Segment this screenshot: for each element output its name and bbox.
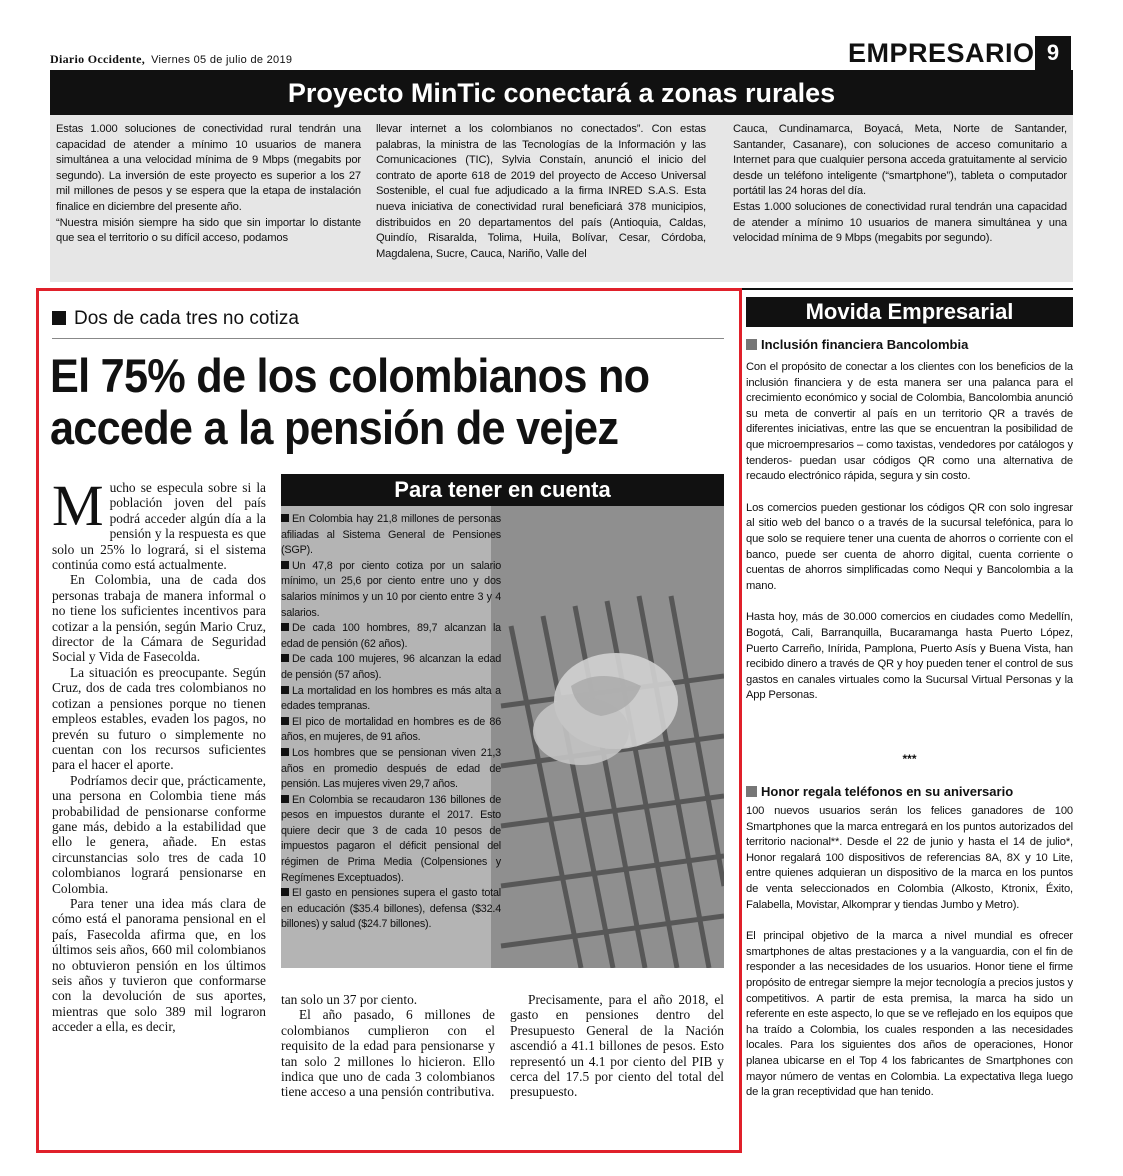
fact-item	[281, 621, 501, 652]
lead-paragraph	[52, 473, 266, 573]
factbox-list	[281, 512, 501, 933]
top-story-paragraph: Estas 1.000 soluciones de conectividad rural tendrán una capacidad de atender a mínimo 10 usuarios de manera simultánea a una velocidad mínima de 9 Mbps (megabits por segundo). La inversión de este proyecto es superior a los 27 mil millones de pesos y se espera que la etapa de instalación finalice en diciembre del presente año.	[56, 123, 361, 213]
article-col2	[281, 992, 495, 1100]
article-paragraph: tan solo un 37 por ciento.	[281, 992, 418, 1007]
movida-story1	[746, 360, 1073, 704]
square-bullet-icon	[281, 561, 289, 569]
top-story-paragraph: “Nuestra misión siempre ha sido que sin importar lo distante que sea el territorio o su difícil acceso, podamos	[56, 216, 361, 245]
top-story-paragraph: Cauca, Cundinamarca, Boyacá, Meta, Norte de Santander, Santander, Casanare), con soluciones de acceso comunitario a Internet para que cualquier persona acceda gratuitamente al servicio desde un teléfono inteligente (“smartphone”), tableta o computador portátil las 24 horas del día.	[733, 123, 1067, 198]
square-bullet-icon	[281, 623, 289, 631]
subhead-text: Inclusión financiera Bancolombia	[761, 337, 969, 352]
fact-text: De cada 100 hombres, 89,7 alcanzan la edad de pensión (62 años).	[281, 622, 501, 650]
fact-item	[281, 886, 501, 933]
fact-item	[281, 652, 501, 683]
top-story-col3	[733, 122, 1067, 247]
article-paragraph: Para tener una idea más clara de cómo está el panorama pensional en el país, Fasecolda afirma que, en los últimos seis años, 660 mil colombianos no obtuvieron pensión en los últimos seis años y tuvieron que conformarse con la devolución de sus aportes, mientras que solo 389 mil lograron acceder a ella, es decir,	[52, 895, 266, 1035]
fact-text: Un 47,8 por ciento cotiza por un salario mínimo, un 25,6 por ciento entre uno y dos salarios mínimos y un 10 por ciento entre 3 y 4 salarios.	[281, 559, 501, 619]
article-paragraph: El año pasado, 6 millones de colombianos cumplieron con el requisito de la edad para pensionarse y tan solo 2 millones lo hicieron. Ello indica que uno de cada 3 colombianos tiene acceso a una pensión contributiva.	[281, 1007, 495, 1100]
factbox-title: Para tener en cuenta	[281, 474, 724, 506]
square-bullet-icon	[746, 786, 757, 797]
square-bullet-icon	[281, 654, 289, 662]
square-bullet-icon	[281, 514, 289, 522]
article-col1	[52, 473, 266, 1035]
lead-text: ucho se especula sobre si la población joven del país podrá acceder algún día a la pensión y la respuesta es que solo un 25% lo logrará, si el sistema continúa como está actualmente.	[52, 480, 266, 573]
newspaper-name: Diario Occidente,	[50, 52, 146, 66]
top-story-col1	[56, 122, 361, 247]
separator: ***	[902, 752, 917, 766]
kicker	[52, 308, 299, 330]
article-col3	[510, 992, 724, 1100]
article-paragraph: Podríamos decir que, prácticamente, una persona en Colombia tiene más probabilidad de pensionarse conforme gane más, debido a la estabilidad que ello le genera, añade. En estas circunstancias solo tres de cada 10 colombianos logrará pensionarse en Colombia.	[52, 772, 266, 896]
fact-text: De cada 100 mujeres, 96 alcanzan la edad de pensión (57 años).	[281, 653, 501, 681]
kicker-rule	[52, 338, 724, 339]
movida-subhead	[746, 337, 1073, 352]
article-paragraph: En Colombia, una de cada dos personas trabaja de manera informal o no tiene los suficientes incentivos para cotizar a la pensión, según Mario Cruz, director de la Cámara de Seguridad Social y Vida de Fasecolda.	[52, 572, 266, 665]
kicker-text: Dos de cada tres no cotiza	[74, 308, 299, 329]
top-story-banner: Proyecto MinTic conectará a zonas rurales	[50, 73, 1073, 115]
fact-text: Los hombres que se pensionan viven 21,3 años en promedio después de edad de pensión. Las mujeres viven 29,7 años.	[281, 746, 501, 791]
square-bullet-icon	[281, 686, 289, 694]
movida-paragraph: Con el propósito de conectar a los clientes con los beneficios de la inclusión financiera y de esta manera ser una palanca para el crecimiento económico y social de Colombia, Bancolombia anunció su meta de convertir al país en un territorio QR a través de diferentes iniciativas, entre las que se encuentran la posibilidad de que microempresarios – como taxistas, vendedores por catálogos y tenderos- puedan usar códigos QR como una alternativa de recaudo electrónico rápida, segura y sin costo.	[746, 361, 1073, 483]
fact-text: El pico de mortalidad en hombres es de 86 años, en mujeres, de 91 años.	[281, 715, 501, 744]
fact-text: El gasto en pensiones supera el gasto total en educación ($35.4 billones), defensa ($32.4 billones) y salud ($24.7 billones).	[281, 887, 501, 931]
fact-text: La mortalidad en los hombres es más alta a edades tempranas.	[281, 684, 501, 713]
masthead	[50, 52, 292, 67]
movida-story2	[746, 804, 1073, 1101]
square-bullet-icon	[281, 888, 289, 896]
article-paragraph: Precisamente, para el año 2018, el gasto en pensiones dentro del Presupuesto General de la Nación ascendió a 41.1 billones de pesos. Esto representó un 4.1 por ciento del PIB y cerca del 17.5 por ciento del total del presupuesto.	[510, 992, 724, 1100]
page-number: 9	[1035, 36, 1071, 70]
drop-cap: M	[52, 473, 104, 538]
fact-item	[281, 746, 501, 793]
top-story-paragraph: llevar internet a los colombianos no conectados”. Con estas palabras, la ministra de las Tecnologías de la Información y las Comunicaciones (TIC), Sylvia Constaín, anunció el inicio del contrato de aporte 618 de 2019 del proyecto de Acceso Universal Sostenible, el cual fue adjudicado a la firma INRED S.A.S. Esta nueva iniciativa de conectividad rural beneficiará 378 municipios, distribuidos en 20 departamentos del país (Antioquia, Caldas, Quindío, Risaralda, Tolima, Huila, Bolívar, Cesar, Córdoba, Magdalena, Sucre, Cauca, Nariño, Valle del	[376, 123, 706, 260]
square-bullet-icon	[281, 748, 289, 756]
movida-paragraph: Hasta hoy, más de 30.000 comercios en ciudades como Medellín, Bogotá, Cali, Barranquilla, Bucaramanga hasta Puerto López, Puerto Carreño, Inírida, Pamplona, Puerto Asís y Buena Vista, han recibido dinero a través de QR y hoy pueden tener el control de sus gastos en canales virtuales como la Sucursal Virtual Personas y la App Personas.	[746, 611, 1073, 702]
fact-item	[281, 559, 501, 621]
fact-text: En Colombia hay 21,8 millones de personas afiliadas al Sistema General de Pensiones (SGP).	[281, 513, 501, 557]
square-bullet-icon	[281, 795, 289, 803]
fact-item	[281, 512, 501, 559]
movida-paragraph: Los comercios pueden gestionar los códigos QR con solo ingresar al sitio web del banco o a través de la sucursal telefónica, para lo que solo se requiere tener una cuenta de ahorros o corriente con el banco, puede ser cuenta de ahorro digital, cuenta corriente o cuentas de ahorros simplificadas como Nequi y Bancolombia a la mano.	[746, 501, 1073, 592]
headline: El 75% de los colombianos no accede a la pensión de vejez	[50, 349, 650, 454]
movida-paragraph: 100 nuevos usuarios serán los felices ganadores de 100 Smartphones que la marca entregará en los puntos autorizados del territorio nacional**. Desde el 22 de junio y hasta el 14 de julio*, Honor regalará 100 dispositivos de referencias 8A, 8X y 10 Lite, entre quienes adquieran un dispositivo de la marca en los puntos de venta seleccionados en Colombia (Alkosto, Ktronix, Éxito, Falabella, Movistar, Alkomprar y tiendas Jumbo y Metro).	[746, 805, 1073, 911]
fact-text: En Colombia se recaudaron 136 billones de pesos en impuestos durante el 2017. Esto quiere decir que 3 de cada 10 pesos de impuestos pagaron el déficit pensional del régimen de Prima Media (Colpensiones y Regímenes Exceptuados).	[281, 793, 501, 884]
issue-date: Viernes 05 de julio de 2019	[151, 54, 293, 66]
square-bullet-icon	[746, 339, 757, 350]
fact-item	[281, 793, 501, 887]
top-story-col2	[376, 122, 706, 262]
movida-title: Movida Empresarial	[746, 297, 1073, 327]
movida-paragraph: El principal objetivo de la marca a nivel mundial es ofrecer smartphones de altas prestaciones y a la vanguardia, con el fin de responder a las necesidades de los usuarios. Honor tiene el firme propósito de entregar siempre la mejor tecnología a precios justos y competitivos. A partir de esta premisa, la marca ha sido un referente en este aspecto, lo que se ve reflejado en los equipos que ha traído a Colombia, los cuales responden a las necesidades locales. Para los siguientes dos años de operaciones, Honor planea ubicarse en el Top 4 los fabricantes de Smartphones con mayor número de ventas en Colombia. La expectativa llega luego de la gran receptividad que han tenido.	[746, 930, 1073, 1099]
article-paragraph: La situación es preocupante. Según Cruz, dos de cada tres colombianos no cotizan a pensiones porque no tienen empleos estables, evaden los pagos, no prevén su futuro o simplemente no cuentan con los recursos suficientes para el hacer el aporte.	[52, 664, 266, 773]
movida-subhead	[746, 784, 1073, 799]
section-name: EMPRESARIO	[848, 38, 1035, 68]
fact-item	[281, 715, 501, 746]
square-bullet-icon	[52, 311, 66, 325]
square-bullet-icon	[281, 717, 289, 725]
fact-item	[281, 684, 501, 715]
subhead-text: Honor regala teléfonos en su aniversario	[761, 784, 1014, 799]
top-story-paragraph: Estas 1.000 soluciones de conectividad rural tendrán una capacidad de atender a mínimo 10 usuarios de manera simultánea y una velocidad mínima de 9 Mbps (megabits por segundo).	[733, 200, 1067, 245]
